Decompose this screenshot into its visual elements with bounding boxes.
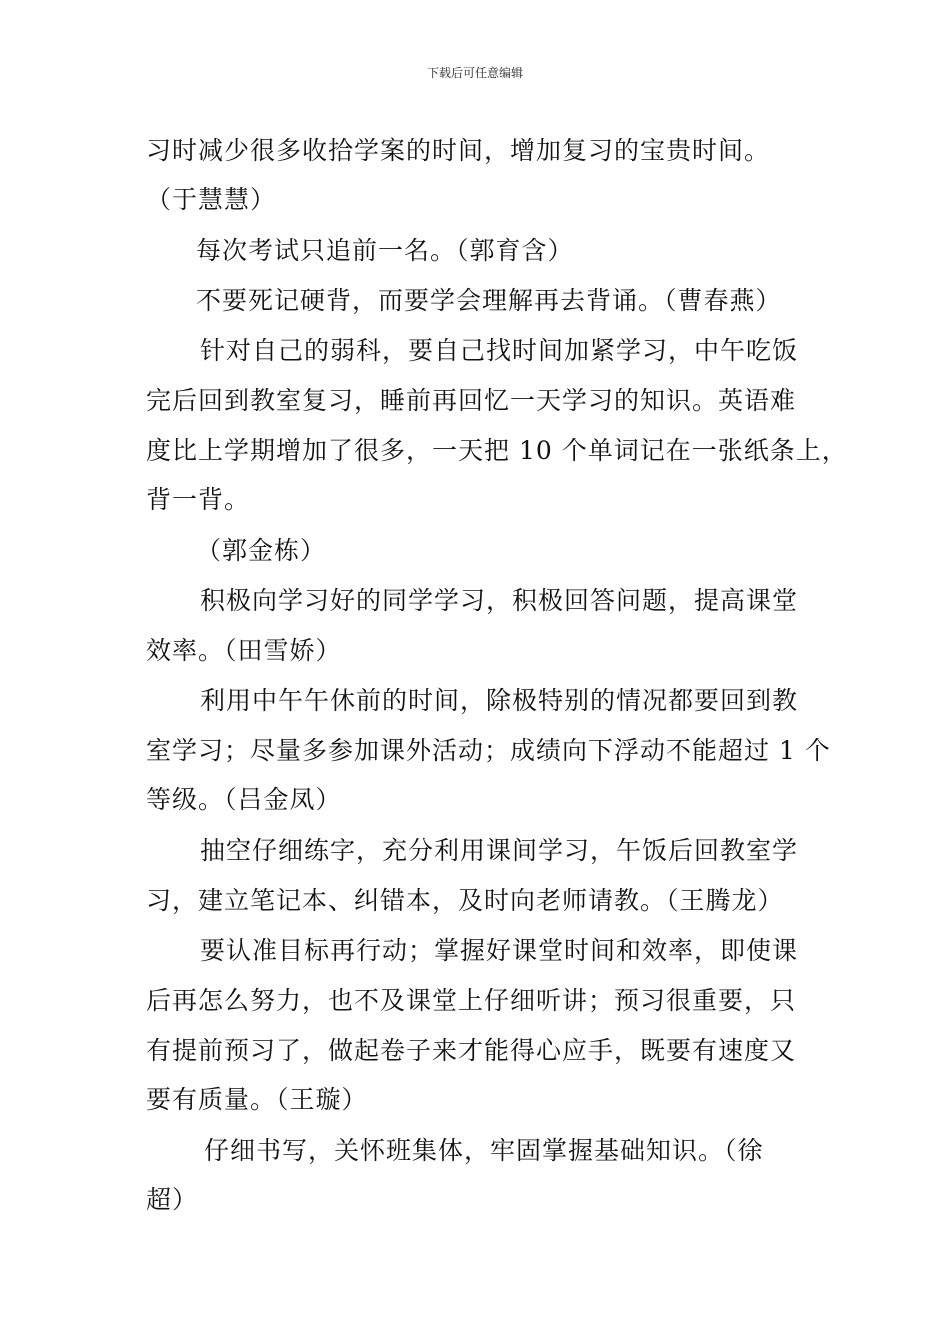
text-line: 抽空仔细练字，充分利用课间学习，午饭后回教室学 (200, 836, 799, 865)
text-line: 利用中午午休前的时间，除极特别的情况都要回到教 (200, 686, 799, 715)
text-line: 针对自己的弱科，要自己找时间加紧学习，中午吃饭 (200, 336, 799, 365)
text-line: 度比上学期增加了很多，一天把 10 个单词记在一张纸条上， (146, 436, 848, 465)
text-line: 有提前预习了，做起卷子来才能得心应手，既要有速度又 (146, 1036, 797, 1065)
text-line: （于慧慧） (146, 185, 277, 214)
text-line: 要有质量。（王璇） (146, 1085, 368, 1114)
text-line: 超） (146, 1185, 199, 1214)
text-line: （郭金栋） (196, 536, 327, 565)
text-line: 完后回到教室复习，睡前再回忆一天学习的知识。英语难 (146, 386, 797, 415)
text-line: 效率。（田雪娇） (146, 636, 342, 665)
text-line: 积极向学习好的同学学习，积极回答问题，提高课堂 (200, 586, 799, 615)
text-line: 不要死记硬背，而要学会理解再去背诵。（曹春燕） (196, 286, 782, 315)
text-line: 每次考试只追前一名。（郭育含） (196, 236, 574, 265)
text-line: 习，建立笔记本、纠错本，及时向老师请教。（王腾龙） (146, 886, 784, 915)
text-line: 习时减少很多收拾学案的时间，增加复习的宝贵时间。 (146, 136, 771, 165)
text-line: 背一背。 (146, 485, 251, 514)
text-line: 后再怎么努力，也不及课堂上仔细听讲；预习很重要，只 (146, 986, 797, 1015)
text-line: 等级。（吕金凤） (146, 785, 342, 814)
page-header: 下载后可任意编辑 (426, 66, 523, 80)
text-line: 室学习；尽量多参加课外活动；成绩向下浮动不能超过 1 个 (146, 736, 831, 765)
text-line: 要认准目标再行动；掌握好课堂时间和效率，即使课 (200, 936, 799, 965)
text-line: 仔细书写，关怀班集体，牢固掌握基础知识。（徐 (204, 1136, 764, 1165)
